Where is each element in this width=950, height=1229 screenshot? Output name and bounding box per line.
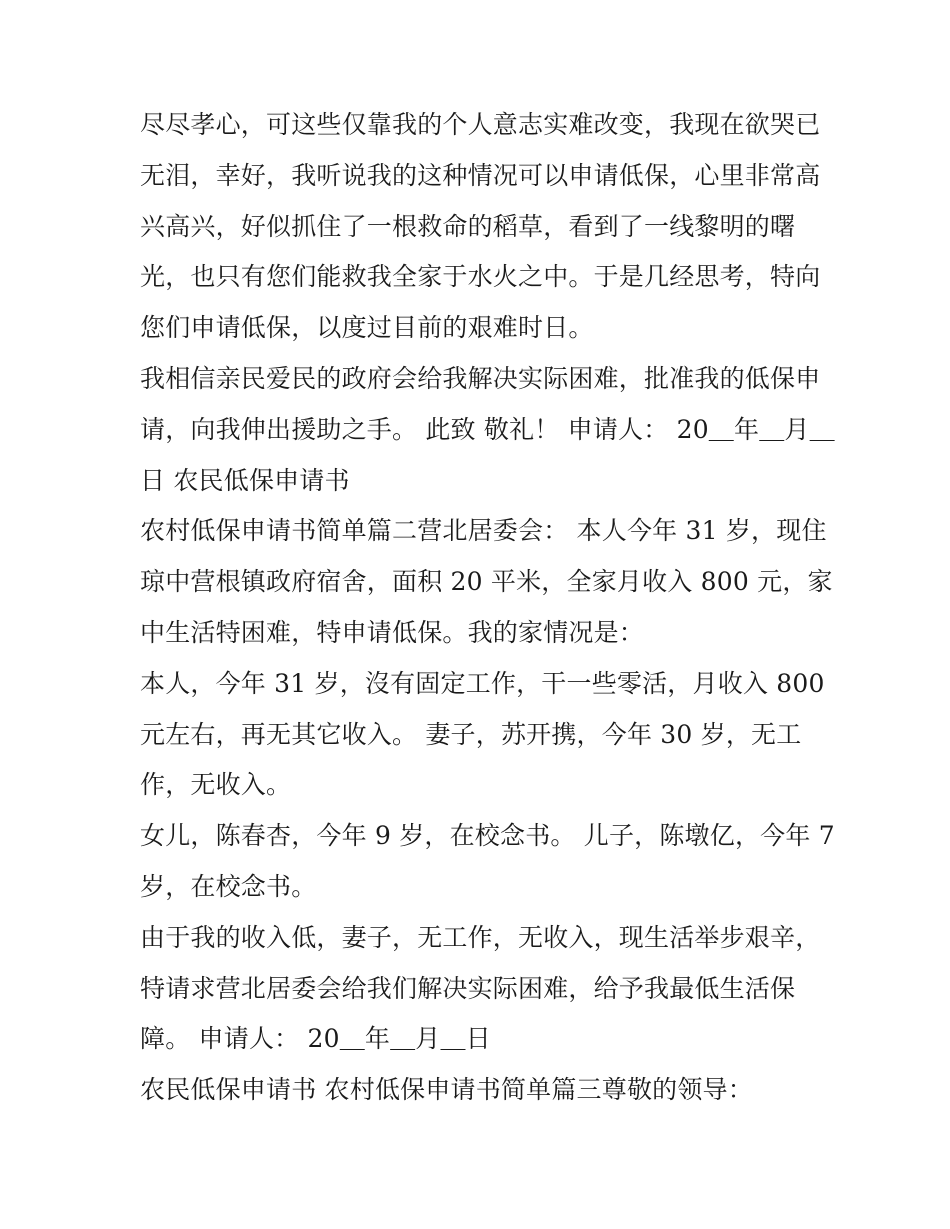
text-line-19: 障。 申请人： 20＿年＿月＿日 (140, 1024, 491, 1054)
text-line-11: 中生活特困难，特申请低保。我的家情况是： (140, 617, 645, 647)
document-body (140, 100, 835, 1116)
text-line-14: 作，无收入。 (140, 770, 292, 800)
text-line-4: 光，也只有您们能救我全家于水火之中。于是几经思考，特向 (140, 262, 821, 292)
text-line-8: 日 农民低保申请书 (140, 465, 350, 495)
text-line-3: 兴高兴，好似抓住了一根救命的稻草，看到了一线黎明的曙 (140, 211, 796, 241)
text-line-2: 无泪，幸好，我听说我的这种情况可以申请低保，心里非常高 (140, 160, 821, 190)
text-line-16: 岁，在校念书。 (140, 871, 317, 901)
text-line-13: 元左右，再无其它收入。 妻子，苏开携，今年 30 岁，无工 (140, 719, 802, 749)
text-line-6: 我相信亲民爱民的政府会给我解决实际困难，批准我的低保申 (140, 363, 821, 393)
text-line-18: 特请求营北居委会给我们解决实际困难，给予我最低生活保 (140, 973, 796, 1003)
text-line-15: 女儿，陈春杏，今年 9 岁，在校念书。 儿子，陈墩亿，今年 7 (140, 821, 835, 851)
text-line-1: 尽尽孝心，可这些仅靠我的个人意志实难改变，我现在欲哭已 (140, 110, 821, 139)
text-line-9: 农村低保申请书简单篇二营北居委会： 本人今年 31 岁，现住 (140, 516, 827, 546)
text-line-5: 您们申请低保，以度过目前的艰难时日。 (140, 313, 594, 343)
text-line-10: 琼中营根镇政府宿舍，面积 20 平米，全家月收入 800 元，家 (140, 567, 833, 597)
text-line-7: 请，向我伸出援助之手。 此致 敬礼！ 申请人： 20＿年＿月＿ (140, 414, 835, 444)
text-line-12: 本人，今年 31 岁，沒有固定工作，干一些零活，月收入 800 (140, 668, 825, 698)
text-line-17: 由于我的收入低，妻子，无工作，无收入，现生活举步艰辛， (140, 922, 821, 952)
text-line-20: 农民低保申请书 农村低保申请书简单篇三尊敬的领导： (140, 1075, 753, 1105)
